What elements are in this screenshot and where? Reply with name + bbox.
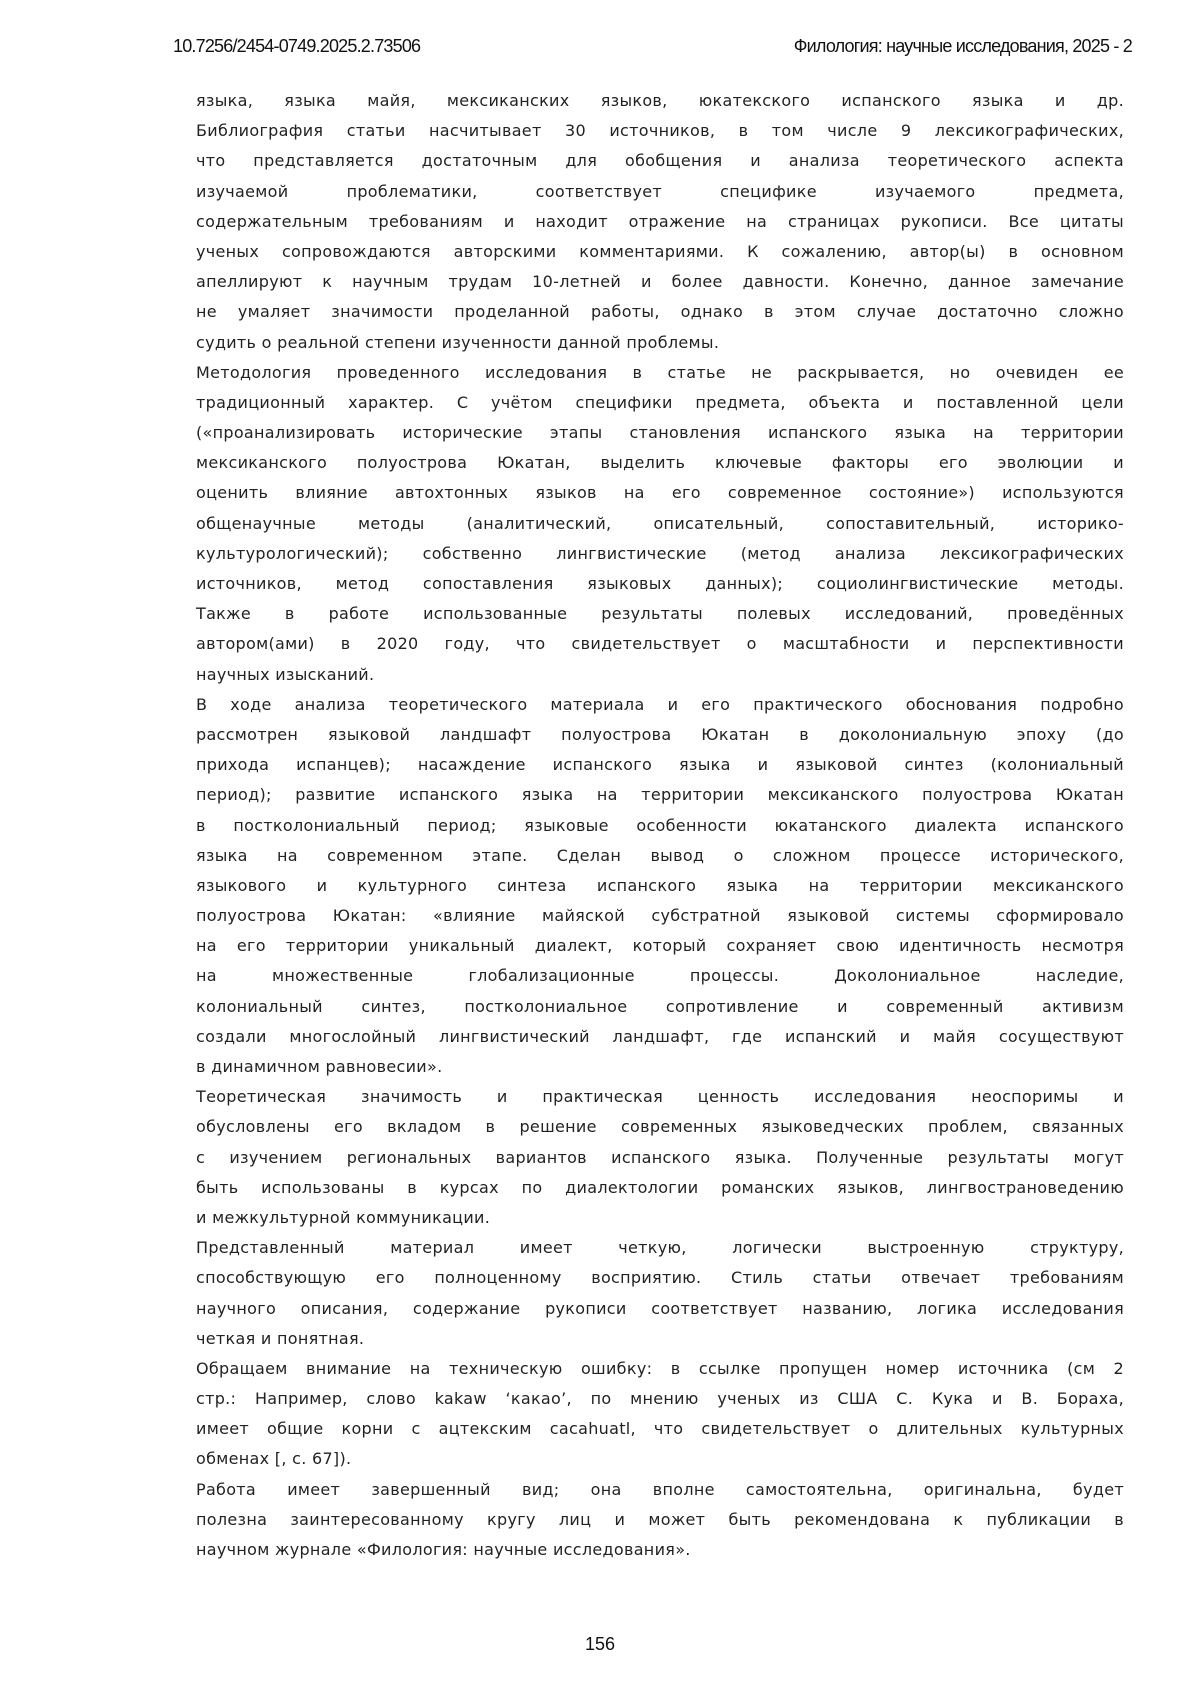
text-line: научном журнале «Филология: научные исследования». [196,1540,691,1559]
text-line: на множественные глобализационные процессы. Доколониальное наследие, [196,966,1124,986]
paragraph [196,690,1124,1082]
text-line: не умаляет значимости проделанной работы, однако в этом случае достаточно сложно [196,302,1124,322]
text-line: языка на современном этапе. Сделан вывод о сложном процессе исторического, [196,845,1124,865]
text-line: период); развитие испанского языка на территории мексиканского полуострова Юкатан [196,785,1124,805]
paragraph [196,1082,1124,1233]
text-line: Обращаем внимание на техническую ошибку: в ссылке пропущен номер источника (см 2 [196,1358,1124,1378]
text-line: в динамичном равновесии». [196,1057,443,1076]
paragraph [196,358,1124,690]
text-line: Представленный материал имеет четкую, логически выстроенную структуру, [196,1238,1124,1258]
text-line: ученых сопровождаются авторскими комментариями. К сожалению, автор(ы) в основном [196,241,1124,261]
text-line: быть использованы в курсах по диалектологии романских языков, лингвострановедению [196,1177,1124,1197]
text-line: Теоретическая значимость и практическая ценность исследования неоспоримы и [196,1087,1124,1107]
text-line: («проанализировать исторические этапы становления испанского языка на территории [196,423,1124,443]
text-line: языка, языка майя, мексиканских языков, юкатекского испанского языка и др. [196,91,1124,110]
text-line: мексиканского полуострова Юкатан, выделить ключевые факторы его эволюции и [196,453,1124,473]
text-line: и межкультурной коммуникации. [196,1207,491,1227]
text-line: Библиография статьи насчитывает 30 источников, в том числе 9 лексикографических, [196,121,1124,141]
text-line: содержательным требованиям и находит отражение на страницах рукописи. Все цитаты [196,211,1124,231]
text-line: языкового и культурного синтеза испанского языка на территории мексиканского [196,875,1124,895]
text-line: стр.: Например, слово kakaw ‘какао’, по мнению ученых из США С. Кука и В. Бораха, [196,1389,1124,1409]
text-line: автором(ами) в 2020 году, что свидетельствует о масштабности и перспективности [196,634,1124,654]
paragraph [196,1475,1124,1566]
text-line: научного описания, содержание рукописи соответствует названию, логика исследования [196,1298,1124,1318]
text-line: источников, метод сопоставления языковых данных); социолингвистические методы. [196,574,1124,593]
text-line: В ходе анализа теоретического материала и его практического обоснования подробно [196,694,1124,714]
journal-header: Филология: научные исследования, 2025 - 2 [793,36,1132,56]
text-line: культурологический); собственно лингвистические (метод анализа лексикографических [196,543,1124,563]
paragraph [196,86,1124,358]
text-line: Также в работе использованные результаты полевых исследований, проведённых [196,604,1124,624]
text-line: судить о реальной степени изученности данной проблемы. [196,332,720,352]
text-line: способствующую его полноценному восприятию. Стиль статьи отвечает требованиям [196,1268,1124,1288]
text-line: апеллируют к научным трудам 10-летней и более давности. Конечно, данное замечание [196,272,1124,292]
text-line: Методология проведенного исследования в статье не раскрывается, но очевиден ее [196,362,1124,382]
page-number: 156 [584,1634,616,1654]
text-line: полуострова Юкатан: «влияние майяской субстратной языковой системы сформировало [196,906,1124,926]
text-line: четкая и понятная. [196,1328,365,1348]
text-line: Работа имеет завершенный вид; она вполне самостоятельна, оригинальна, будет [196,1479,1124,1499]
text-line: рассмотрен языковой ландшафт полуострова Юкатан в доколониальную эпоху (до [196,724,1124,744]
paragraph [196,1233,1124,1354]
text-line: имеет общие корни с ацтекским cacahuatl, что свидетельствует о длительных культурных [196,1419,1124,1439]
text-line: оценить влияние автохтонных языков на его современное состояние») используются [196,483,1124,503]
paragraph [196,1354,1124,1475]
text-line: полезна заинтересованному кругу лиц и может быть рекомендована к публикации в [196,1509,1124,1529]
text-line: обусловлены его вкладом в решение современных языковедческих проблем, связанных [196,1117,1124,1137]
text-line: общенаучные методы (аналитический, описательный, сопоставительный, историко- [196,513,1124,533]
text-line: колониальный синтез, постколониальное сопротивление и современный активизм [196,996,1124,1016]
review-body [196,86,1124,1565]
text-line: создали многослойный лингвистический ландшафт, где испанский и майя сосуществуют [196,1026,1124,1046]
text-line: что представляется достаточным для обобщения и анализа теоретического аспекта [196,151,1124,171]
text-line: прихода испанцев); насаждение испанского языка и языковой синтез (колониальный [196,755,1124,775]
text-line: обменах [, с. 67]). [196,1449,352,1469]
text-line: традиционный характер. С учётом специфики предмета, объекта и поставленной цели [196,392,1124,412]
text-line: на его территории уникальный диалект, который сохраняет свою идентичность несмотря [196,936,1124,956]
doi-header: 10.7256/2454-0749.2025.2.73506 [173,36,421,56]
text-line: с изучением региональных вариантов испанского языка. Полученные результаты могут [196,1147,1124,1167]
text-line: изучаемой проблематики, соответствует специфике изучаемого предмета, [196,181,1124,201]
text-line: в постколониальный период; языковые особенности юкатанского диалекта испанского [196,815,1124,835]
text-line: научных изысканий. [196,664,375,684]
